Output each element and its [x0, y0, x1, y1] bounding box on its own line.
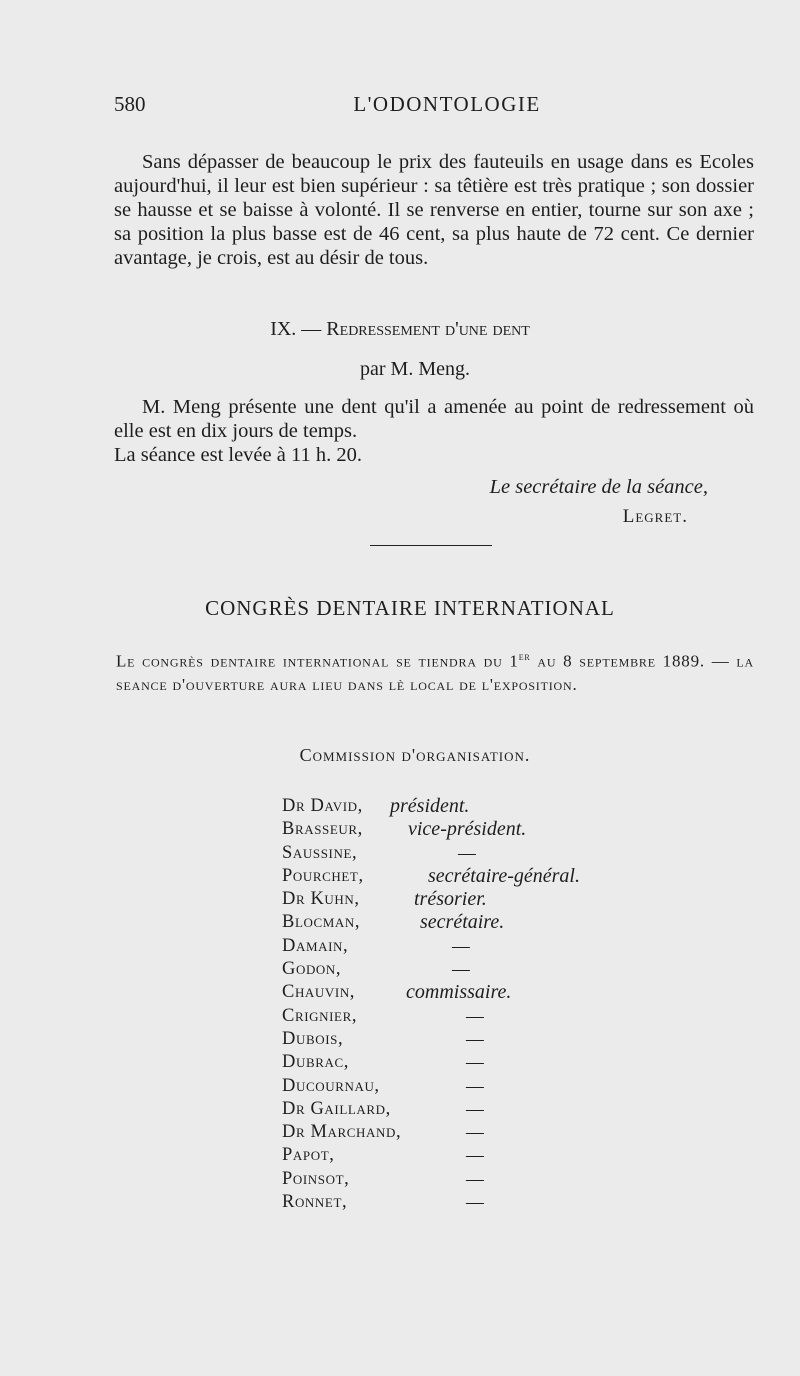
member-row	[282, 843, 742, 866]
member-name: Damain,	[282, 935, 349, 956]
member-name: Pourchet,	[282, 865, 364, 886]
member-row	[282, 819, 742, 842]
signature-role: Le secrétaire de la séance,	[489, 476, 708, 498]
member-name: Ducournau,	[282, 1075, 380, 1096]
page-number: 580	[114, 92, 146, 116]
member-row	[282, 1006, 742, 1029]
member-role: secrétaire-général.	[428, 864, 580, 887]
commission-title: Commission d'organisation.	[299, 745, 531, 765]
member-row	[282, 866, 742, 889]
member-role: —	[452, 934, 470, 957]
section-divider	[370, 545, 492, 546]
announcement-text-2: au 8 septembre 1889. — la seance d'ouverture aura lieu dans lè local de l'exposition.	[116, 651, 754, 694]
member-row	[282, 1192, 742, 1215]
member-name: Godon,	[282, 959, 342, 980]
members-list	[282, 796, 742, 1215]
member-name: Crignier,	[282, 1005, 358, 1026]
member-role: vice-président.	[408, 818, 527, 841]
paragraph-seance-closed: La séance est levée à 11 h. 20.	[114, 444, 362, 466]
page-header	[112, 92, 762, 122]
member-name: Dr Marchand,	[282, 1122, 402, 1143]
paragraph-meng: M. Meng présente une dent qu'il a amenée au point de redressement où elle est en dix jours de temps.	[114, 396, 754, 442]
member-row	[282, 1169, 742, 1192]
section-heading-ix: IX. — Redressement d'une dent	[270, 318, 530, 340]
member-name: Papot,	[282, 1145, 335, 1166]
byline-text: par M. Meng.	[360, 358, 470, 380]
member-name: Dubrac,	[282, 1052, 349, 1073]
member-name: Brasseur,	[282, 819, 363, 840]
member-name: Dubois,	[282, 1028, 344, 1049]
member-row	[282, 1052, 742, 1075]
member-name: Saussine,	[282, 842, 358, 863]
congress-announcement	[116, 646, 754, 696]
member-role: commissaire.	[406, 981, 512, 1004]
member-role: —	[466, 1051, 484, 1074]
member-row	[282, 1099, 742, 1122]
member-role: —	[466, 1097, 484, 1120]
member-role: —	[466, 1191, 484, 1214]
member-role: —	[466, 1004, 484, 1027]
member-row	[282, 1145, 742, 1168]
member-row	[282, 1029, 742, 1052]
member-row	[282, 982, 742, 1005]
member-role: —	[466, 1027, 484, 1050]
member-name: Dr Kuhn,	[282, 889, 360, 910]
running-title: L'ODONTOLOGIE	[353, 92, 541, 116]
signature-name: Legret.	[622, 506, 688, 527]
member-name: Dr Gaillard,	[282, 1098, 391, 1119]
member-name: Poinsot,	[282, 1168, 350, 1189]
member-name: Dr David,	[282, 796, 363, 816]
announcement-text-1: Le congrès dentaire international se tiendra du 1	[116, 651, 519, 671]
member-name: Chauvin,	[282, 982, 356, 1003]
member-name: Ronnet,	[282, 1192, 348, 1213]
member-role: —	[458, 841, 476, 864]
paragraph-chair-description: Sans dépasser de beaucoup le prix des fauteuils en usage dans es Ecoles aujourd'hui, il leur est bien supérieur : sa têtière est très pratique ; son dossier se hausse et se baisse à volonté. Il se renverse en entier, tourne sur son axe ; sa position la plus basse est de 46 cent, sa plus haute de 72 cent. Ce dernier avantage, je crois, est au désir de tous.	[114, 151, 754, 269]
member-role: —	[466, 1167, 484, 1190]
member-role: —	[452, 958, 470, 981]
member-role: —	[466, 1074, 484, 1097]
member-row	[282, 936, 742, 959]
member-role: secrétaire.	[420, 911, 505, 934]
member-row	[282, 889, 742, 912]
section-byline	[0, 358, 800, 381]
member-row	[282, 1076, 742, 1099]
member-row	[282, 912, 742, 935]
member-role: —	[466, 1144, 484, 1167]
member-role: trésorier.	[414, 888, 487, 911]
member-row	[282, 959, 742, 982]
member-row	[282, 1122, 742, 1145]
member-role: président.	[390, 795, 470, 817]
member-name: Blocman,	[282, 912, 361, 933]
member-row	[282, 796, 742, 819]
member-role: —	[466, 1121, 484, 1144]
announcement-superscript: er	[518, 651, 531, 663]
congress-title: CONGRÈS DENTAIRE INTERNATIONAL	[205, 596, 615, 620]
